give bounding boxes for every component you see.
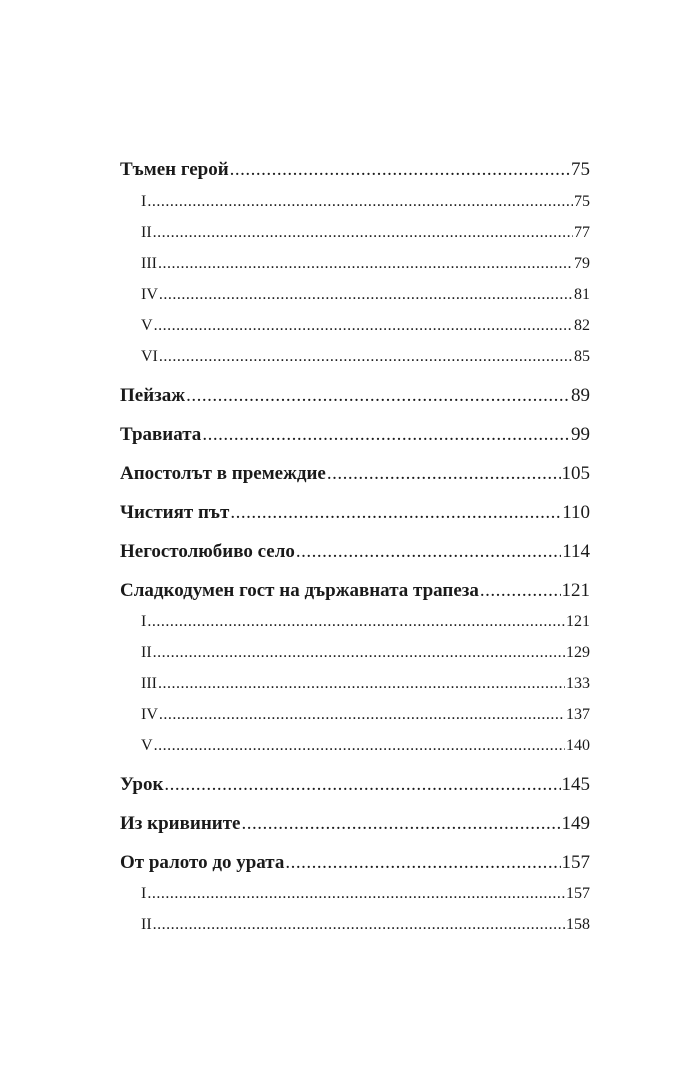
toc-subentry	[120, 910, 590, 941]
toc-entry-page: 79	[574, 255, 590, 272]
table-of-contents	[120, 155, 590, 941]
toc-entry-title: Апостолът в премеждие	[120, 463, 326, 484]
toc-leader-dots	[327, 459, 561, 489]
toc-leader-dots	[296, 537, 561, 567]
toc-leader-dots	[158, 249, 573, 279]
toc-entry-title: I	[141, 885, 147, 902]
toc-entry-title: I	[141, 613, 147, 630]
toc-subentry	[120, 700, 590, 731]
toc-entry	[120, 381, 590, 420]
toc-entry-title: Урок	[120, 774, 164, 795]
toc-entry-page: 77	[574, 224, 590, 241]
toc-subentry	[120, 218, 590, 249]
toc-entry	[120, 770, 590, 809]
toc-leader-dots	[147, 607, 565, 637]
toc-entry-title: V	[141, 737, 153, 754]
toc-subentry	[120, 311, 590, 342]
toc-entry-title: Негостолюбиво село	[120, 541, 295, 562]
toc-entry	[120, 498, 590, 537]
toc-entry-page: 75	[571, 159, 590, 180]
toc-entry-title: II	[141, 916, 152, 933]
toc-entry-page: 140	[566, 737, 590, 754]
toc-leader-dots	[159, 342, 573, 372]
toc-leader-dots	[480, 576, 561, 606]
toc-entry-title: IV	[141, 286, 158, 303]
toc-subentry	[120, 280, 590, 311]
toc-entry-title: Пейзаж	[120, 385, 186, 406]
toc-entry-title: Сладкодумен гост на държавната трапеза	[120, 580, 479, 601]
toc-entry-page: 85	[574, 348, 590, 365]
toc-entry-page: 157	[561, 852, 590, 873]
toc-entry	[120, 576, 590, 607]
toc-subentry	[120, 342, 590, 381]
toc-leader-dots	[164, 770, 560, 800]
toc-entry	[120, 537, 590, 576]
toc-subentry	[120, 607, 590, 638]
toc-entry-page: 149	[561, 813, 590, 834]
toc-entry-title: Травиата	[120, 424, 202, 445]
toc-subentry	[120, 669, 590, 700]
toc-entry-page: 121	[561, 580, 590, 601]
toc-leader-dots	[153, 910, 565, 940]
toc-entry-title: Чистият път	[120, 502, 230, 523]
toc-entry-page: 129	[566, 644, 590, 661]
toc-subentry	[120, 249, 590, 280]
toc-leader-dots	[242, 809, 561, 839]
toc-entry-page: 133	[566, 675, 590, 692]
toc-entry	[120, 459, 590, 498]
toc-entry-page: 75	[574, 193, 590, 210]
toc-entry-page: 158	[566, 916, 590, 933]
toc-entry-title: IV	[141, 706, 158, 723]
toc-entry-title: От ралото до урата	[120, 852, 285, 873]
toc-entry-page: 89	[571, 385, 590, 406]
toc-subentry	[120, 879, 590, 910]
toc-entry	[120, 155, 590, 187]
toc-entry-title: Из кривините	[120, 813, 241, 834]
toc-entry-page: 99	[571, 424, 590, 445]
toc-leader-dots	[153, 638, 565, 668]
toc-leader-dots	[154, 731, 565, 761]
toc-leader-dots	[154, 311, 573, 341]
toc-entry	[120, 420, 590, 459]
toc-leader-dots	[159, 280, 573, 310]
toc-entry-page: 82	[574, 317, 590, 334]
toc-entry	[120, 809, 590, 848]
toc-leader-dots	[147, 879, 565, 909]
toc-leader-dots	[230, 498, 561, 528]
toc-leader-dots	[147, 187, 573, 217]
toc-entry-page: 145	[561, 774, 590, 795]
toc-entry-page: 114	[562, 541, 590, 562]
toc-entry-page: 137	[566, 706, 590, 723]
toc-entry-title: III	[141, 255, 157, 272]
toc-entry	[120, 848, 590, 879]
toc-leader-dots	[158, 669, 565, 699]
toc-entry-title: II	[141, 644, 152, 661]
toc-entry-title: VI	[141, 348, 158, 365]
toc-entry-page: 110	[562, 502, 590, 523]
toc-subentry	[120, 731, 590, 770]
toc-leader-dots	[153, 218, 573, 248]
toc-entry-page: 105	[561, 463, 590, 484]
toc-leader-dots	[285, 848, 560, 878]
toc-entry-title: Тъмен герой	[120, 159, 229, 180]
toc-subentry	[120, 187, 590, 218]
toc-subentry	[120, 638, 590, 669]
toc-leader-dots	[230, 155, 570, 185]
toc-entry-page: 121	[566, 613, 590, 630]
toc-entry-page: 81	[574, 286, 590, 303]
toc-entry-title: V	[141, 317, 153, 334]
toc-leader-dots	[159, 700, 565, 730]
toc-entry-page: 157	[566, 885, 590, 902]
toc-entry-title: III	[141, 675, 157, 692]
toc-leader-dots	[202, 420, 570, 450]
toc-entry-title: I	[141, 193, 147, 210]
toc-leader-dots	[186, 381, 570, 411]
toc-entry-title: II	[141, 224, 152, 241]
